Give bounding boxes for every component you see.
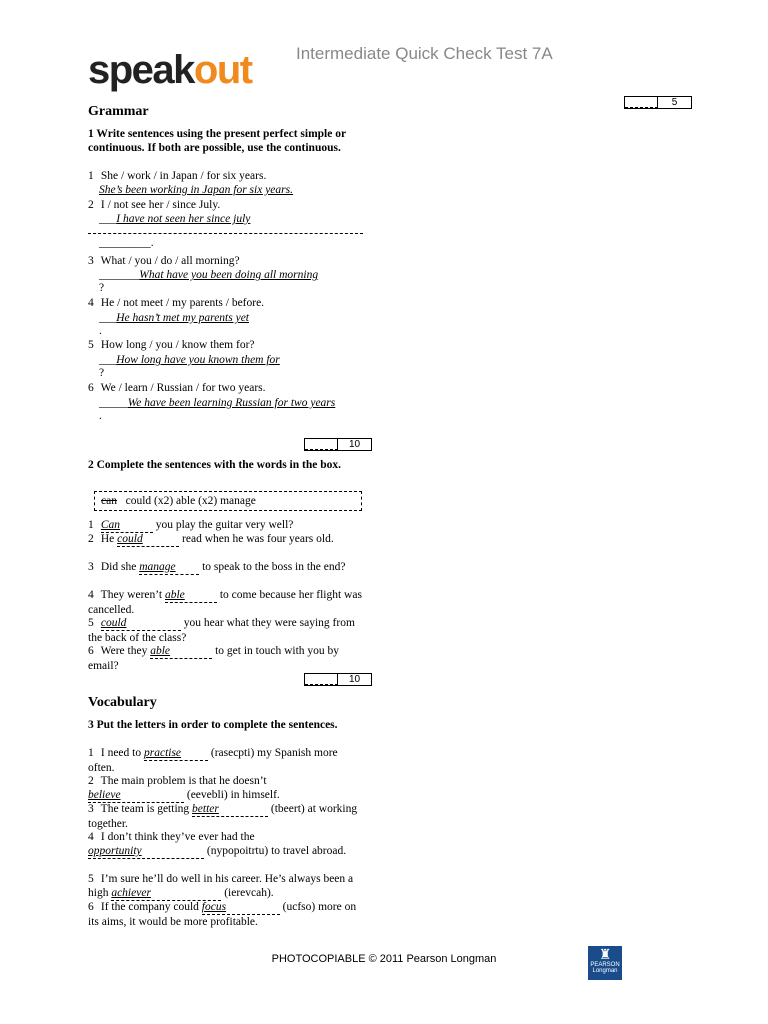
- ex3-item-2: [88, 774, 363, 803]
- ex3-answer-6: focus: [201, 901, 227, 913]
- word-box-words: could (x2) able (x2) manage: [125, 495, 256, 507]
- item-prompt: We / learn / Russian / for two years.: [100, 382, 266, 394]
- ex2-item-4: [88, 588, 363, 617]
- ex3-item-4: [88, 830, 363, 859]
- item-before: I need to: [100, 747, 142, 759]
- item-number: 3: [88, 561, 94, 573]
- ex1-answer-line-3: [99, 268, 318, 282]
- ex2-answer-6: able: [150, 645, 171, 657]
- item-after: (eevebli) in himself.: [186, 789, 280, 801]
- item-number: 4: [88, 831, 94, 843]
- ex1-answer-suffix-3: ?: [99, 282, 105, 294]
- item-number: 6: [88, 901, 94, 913]
- item-prompt: She / work / in Japan / for six years.: [100, 170, 267, 182]
- ex3-instruction: 3 Put the letters in order to complete the sentences.: [88, 719, 338, 731]
- item-number: 3: [88, 255, 94, 267]
- item-before: The team is getting: [100, 803, 190, 815]
- answer-prefix: ___: [99, 354, 117, 366]
- ex1-answer-5: How long have you known them for: [116, 354, 280, 366]
- ex1-answer-line-4: [99, 311, 249, 325]
- ex2-item-1: [88, 518, 363, 533]
- separator-tail: _________.: [99, 237, 154, 249]
- ex1-instruction: 1 Write sentences using the present perfect simple or continuous. If both are possible, use the continuous.: [88, 128, 346, 154]
- item-after: to come because her flight was cancelled.: [88, 589, 362, 616]
- ex3-item-5: [88, 872, 363, 901]
- item-number: 4: [88, 297, 94, 309]
- ex3-answer-1: practise: [143, 747, 182, 759]
- grammar-total-score: 5: [671, 97, 678, 108]
- ex1-answer-line-2: [99, 212, 250, 226]
- ex1-scorebox: [304, 438, 372, 451]
- item-after: you hear what they were saying from the back of the class?: [88, 617, 355, 644]
- item-number: 5: [88, 617, 94, 629]
- answer-prefix: _____: [99, 397, 128, 409]
- ex1-item-3: [88, 254, 240, 268]
- item-after: (rasecpti) my Spanish more often.: [88, 747, 338, 774]
- ex1-item-1: [88, 169, 266, 183]
- speakout-logo: [88, 50, 252, 90]
- item-number: 2: [88, 775, 94, 787]
- ex1-answer-suffix-5: ?: [99, 367, 105, 379]
- item-after: (ierevcah).: [224, 887, 274, 899]
- ex1-answer-line-6: [99, 396, 335, 410]
- dashed-separator: [88, 233, 363, 234]
- ex3-answer-2: believe: [88, 789, 121, 801]
- item-before: They weren’t: [100, 589, 163, 601]
- item-number: 4: [88, 589, 94, 601]
- item-before: The main problem is that he doesn’t: [100, 775, 267, 787]
- ex1-score: 10: [348, 439, 361, 450]
- ex2-answer-2: could: [117, 533, 143, 545]
- logo-speak: speak: [88, 48, 194, 92]
- item-number: 1: [88, 170, 94, 182]
- ex1-answer-suffix-6: .: [99, 410, 102, 422]
- item-before: I’m sure he’ll do well in his career. He’s always been a high: [88, 873, 354, 899]
- ex2-item-5: [88, 616, 363, 645]
- ex3-item-1: [88, 746, 363, 775]
- pearson-logo-text: PEARSON: [590, 962, 620, 968]
- grammar-total-scorebox: [624, 96, 692, 109]
- ex3-answer-5: achiever: [111, 887, 151, 899]
- copyright-footer: PHOTOCOPIABLE © 2011 Pearson Longman: [271, 953, 497, 965]
- ex2-scorebox: [304, 673, 372, 686]
- item-prompt: What / you / do / all morning?: [100, 255, 240, 267]
- ex2-instruction: 2 Complete the sentences with the words in the box.: [88, 459, 341, 471]
- item-before: He: [100, 533, 115, 545]
- ex2-item-3: [88, 560, 363, 575]
- word-box: [94, 491, 362, 511]
- ex3-item-3: [88, 802, 363, 831]
- ex2-answer-3: manage: [139, 561, 176, 573]
- ex1-item-4: [88, 296, 264, 310]
- logo-out: out: [193, 48, 252, 92]
- item-number: 2: [88, 199, 94, 211]
- item-after: read when he was four years old.: [182, 533, 334, 545]
- item-number: 5: [88, 873, 94, 885]
- item-before: Did she: [100, 561, 137, 573]
- item-number: 2: [88, 533, 94, 545]
- item-before: If the company could: [100, 901, 199, 913]
- ex2-answer-4: able: [164, 589, 185, 601]
- ex1-item-2: [88, 198, 220, 212]
- ex2-answer-1: Can: [100, 519, 121, 531]
- item-after: to get in touch with you by email?: [88, 645, 340, 672]
- item-after: (ucfso) more on its aims, it would be more profitable.: [88, 901, 357, 928]
- word-box-struck-word: can: [101, 495, 117, 507]
- item-number: 1: [88, 747, 94, 759]
- pearson-mark-icon: ♜: [598, 946, 612, 962]
- answer-prefix: ___: [99, 312, 117, 324]
- item-after: (tbeert) at working together.: [88, 803, 358, 830]
- item-after: (nypopoitrtu) to travel abroad.: [206, 845, 347, 857]
- ex2-item-6: [88, 644, 363, 673]
- ex1-answer-2: I have not seen her since july: [116, 213, 251, 225]
- ex1-answer-4: He hasn’t met my parents yet: [116, 312, 249, 324]
- item-after: to speak to the boss in the end?: [202, 561, 346, 573]
- item-prompt: I / not see her / since July.: [100, 199, 221, 211]
- ex2-score: 10: [348, 674, 361, 685]
- grammar-heading: Grammar: [88, 104, 149, 119]
- item-number: 1: [88, 519, 94, 531]
- item-after: you play the guitar very well?: [155, 519, 294, 531]
- item-prompt: How long / you / know them for?: [100, 339, 255, 351]
- ex3-item-6: [88, 900, 363, 929]
- vocabulary-heading: Vocabulary: [88, 695, 157, 710]
- ex3-answer-3: better: [192, 803, 219, 815]
- ex2-answer-5: could: [100, 617, 127, 629]
- ex1-answer-1: She’s been working in Japan for six years.: [99, 184, 293, 196]
- answer-prefix: ___: [99, 213, 117, 225]
- ex3-answer-4: opportunity: [88, 845, 142, 857]
- item-number: 6: [88, 382, 94, 394]
- ex1-answer-line-5: [99, 353, 280, 367]
- ex1-answer-3: What have you been doing all morning: [139, 269, 319, 281]
- pearson-logo-sub: Longman: [592, 968, 618, 974]
- ex1-answer-suffix-4: .: [99, 325, 102, 337]
- item-before: I don’t think they’ve ever had the: [100, 831, 255, 843]
- item-number: 5: [88, 339, 94, 351]
- answer-prefix: _______: [99, 269, 140, 281]
- ex1-item-5: [88, 338, 255, 352]
- ex1-item-6: [88, 381, 266, 395]
- pearson-logo: [588, 946, 622, 980]
- test-title: Intermediate Quick Check Test 7A: [296, 44, 553, 63]
- ex1-answer-6: We have been learning Russian for two years: [127, 397, 336, 409]
- item-number: 3: [88, 803, 94, 815]
- ex2-item-2: [88, 532, 363, 547]
- item-before: Were they: [100, 645, 148, 657]
- item-number: 6: [88, 645, 94, 657]
- item-prompt: He / not meet / my parents / before.: [100, 297, 265, 309]
